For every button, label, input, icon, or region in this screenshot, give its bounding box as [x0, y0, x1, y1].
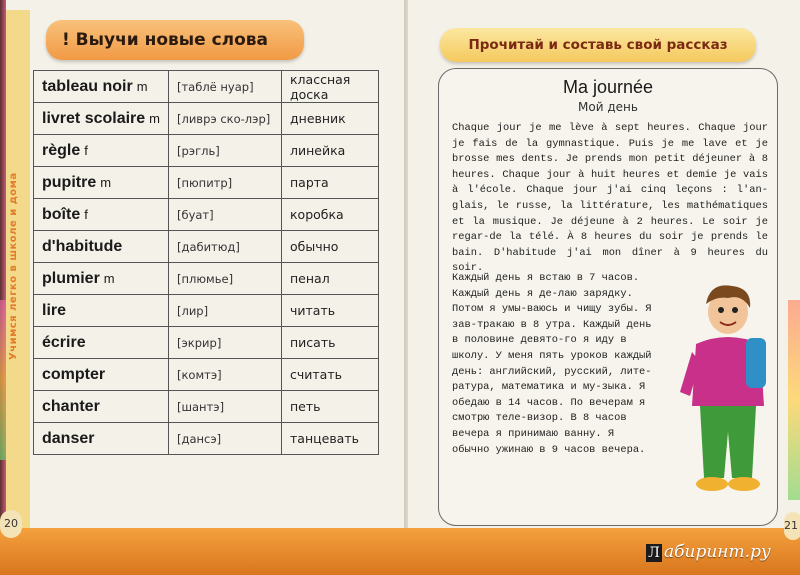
- french-word-cell: [34, 423, 169, 455]
- french-word-cell: [34, 103, 169, 135]
- russian-word-cell: коробка: [282, 199, 379, 231]
- russian-word-cell: танцевать: [282, 423, 379, 455]
- russian-word-cell: линейка: [282, 135, 379, 167]
- french-word-cell: [34, 263, 169, 295]
- transcription-cell: [ливрэ ско-лэр]: [169, 103, 282, 135]
- french-word-cell: [34, 167, 169, 199]
- russian-word-cell: считать: [282, 359, 379, 391]
- transcription-cell: [комтэ]: [169, 359, 282, 391]
- french-word: plumier: [42, 269, 100, 287]
- french-word-cell: [34, 327, 169, 359]
- story-title: Ma journée: [562, 77, 654, 97]
- table-row: [34, 327, 379, 359]
- table-row: [34, 295, 379, 327]
- russian-word-cell: обычно: [282, 231, 379, 263]
- transcription-cell: [пюпитр]: [169, 167, 282, 199]
- table-row: [34, 135, 379, 167]
- right-edge-decoration: [788, 300, 800, 500]
- table-row: [34, 359, 379, 391]
- story-heading: Прочитай и составь свой рассказ: [440, 28, 756, 62]
- french-word: d'habitude: [42, 237, 123, 255]
- table-row: [34, 263, 379, 295]
- transcription-cell: [экрир]: [169, 327, 282, 359]
- table-row: [34, 71, 379, 103]
- watermark-badge: Л: [646, 544, 662, 562]
- transcription-cell: [лир]: [169, 295, 282, 327]
- table-row: [34, 231, 379, 263]
- russian-word-cell: писать: [282, 327, 379, 359]
- transcription-cell: [рэгль]: [169, 135, 282, 167]
- transcription-cell: [дансэ]: [169, 423, 282, 455]
- transcription-cell: [дабитюд]: [169, 231, 282, 263]
- french-word-cell: [34, 295, 169, 327]
- french-word: tableau noir: [42, 77, 133, 95]
- russian-word-cell: читать: [282, 295, 379, 327]
- watermark: [646, 542, 771, 562]
- transcription-cell: [буат]: [169, 199, 282, 231]
- page-number-left: 20: [0, 510, 22, 538]
- boy-illustration: [676, 282, 772, 502]
- french-word: livret scolaire: [42, 109, 146, 127]
- gender-marker: m: [149, 110, 161, 126]
- transcription-cell: [таблё нуар]: [169, 71, 282, 103]
- russian-word-cell: петь: [282, 391, 379, 423]
- gender-marker: m: [100, 174, 112, 190]
- gender-marker: f: [84, 206, 88, 222]
- table-row: [34, 167, 379, 199]
- french-word-cell: [34, 71, 169, 103]
- story-subtitle: Мой день: [578, 100, 638, 114]
- russian-word-cell: парта: [282, 167, 379, 199]
- russian-word-cell: классная доска: [282, 71, 379, 103]
- story-russian-text: Каждый день я встаю в 7 часов. Каждый день я де-лаю зарядку. Потом я умы-ваюсь и чищу зубы. Я зав-тракаю в 8 утра. Каждый день в половине девято-го я иду в школу. У меня пять уроков каждый день: английский, русский, лите-ратура, математика и му-зыка. Я обедаю в 14 часов. По вечерам я смотрю теле-визор. В 8 часов вечера я принимаю ванну. Я обычно ужинаю в 9 часов вечера.: [452, 272, 652, 456]
- french-word: écrire: [42, 333, 86, 351]
- french-word: chanter: [42, 397, 100, 415]
- russian-word-cell: дневник: [282, 103, 379, 135]
- french-word-cell: [34, 359, 169, 391]
- vocabulary-table: [33, 70, 379, 455]
- table-row: [34, 391, 379, 423]
- watermark-text: абиринт.ру: [664, 542, 771, 562]
- page-number-right: 21: [784, 512, 800, 540]
- gender-marker: f: [84, 142, 88, 158]
- vocab-heading: ! Выучи новые слова: [46, 20, 304, 60]
- side-tab-text: Учимся легко в школе и дома: [8, 172, 19, 360]
- table-row: [34, 199, 379, 231]
- russian-word-cell: пенал: [282, 263, 379, 295]
- french-word: règle: [42, 141, 81, 159]
- french-word: pupitre: [42, 173, 97, 191]
- table-row: [34, 103, 379, 135]
- table-row: [34, 423, 379, 455]
- french-word-cell: [34, 135, 169, 167]
- french-word-cell: [34, 231, 169, 263]
- french-word-cell: [34, 199, 169, 231]
- story-french-text: Chaque jour je me lève à sept heures. Chaque jour je fais de la gymnastique. Puis je me lave et je brosse mes dents. Je prends mon petit déjeuner à 8 heures. Chaque jour à huit heures et demie je vais à l'école. Chaque jour j'ai cinq leçons : l'an-glais, le russe, la littérature, les mathématiques et la musique. Je déjeune à 2 heures. Le soir je regar-de la télé. À 8 heures du soir je prends le bain. D'habitude j'ai mon dîner à 9 heures du soir.: [452, 122, 768, 275]
- french-word: compter: [42, 365, 106, 383]
- transcription-cell: [плюмье]: [169, 263, 282, 295]
- french-word: danser: [42, 429, 95, 447]
- french-word-cell: [34, 391, 169, 423]
- gender-marker: m: [103, 270, 115, 286]
- transcription-cell: [шантэ]: [169, 391, 282, 423]
- french-word: lire: [42, 301, 67, 319]
- gender-marker: m: [136, 78, 148, 94]
- french-word: boîte: [42, 205, 81, 223]
